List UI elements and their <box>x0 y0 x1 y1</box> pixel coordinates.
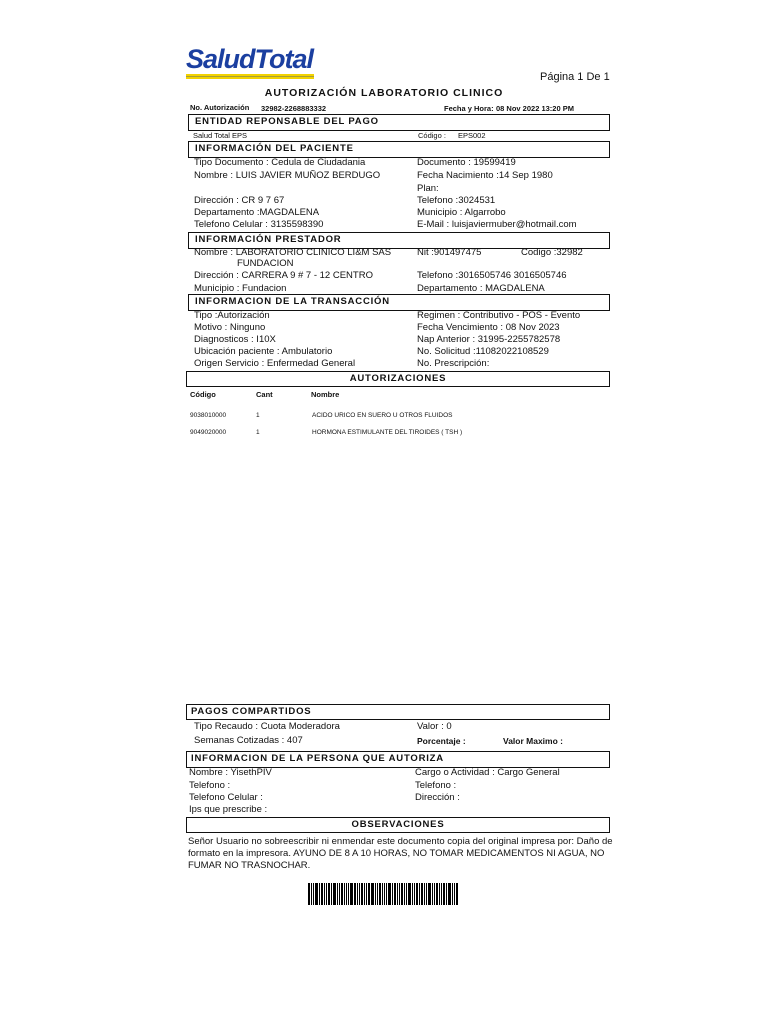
autoriza-ips: Ips que prescribe : <box>189 804 268 815</box>
barcode-bar <box>319 883 320 905</box>
autoriza-direccion: Dirección : <box>415 792 460 803</box>
transaccion-nap-anterior: Nap Anterior : 31995-2255782578 <box>417 334 561 345</box>
col-cant-header: Cant <box>256 390 273 399</box>
barcode-bar <box>341 883 343 905</box>
row-cant: 1 <box>256 429 260 436</box>
barcode-bar <box>399 883 400 905</box>
paciente-departamento: Departamento :MAGDALENA <box>194 207 320 218</box>
barcode-bar <box>441 883 442 905</box>
barcode-bar <box>337 883 338 905</box>
barcode-bar <box>366 883 367 905</box>
barcode-bar <box>384 883 385 905</box>
barcode-bar <box>388 883 391 905</box>
barcode-bar <box>371 883 374 905</box>
row-nombre: ACIDO URICO EN SUERO U OTROS FLUIDOS <box>312 412 453 419</box>
prestador-departamento: Departamento : MAGDALENA <box>417 283 545 294</box>
auth-number-label: No. Autorización <box>190 103 250 112</box>
barcode-bar <box>375 883 376 905</box>
barcode-bar <box>377 883 378 905</box>
barcode-bar <box>416 883 418 905</box>
barcode-bar <box>321 883 323 905</box>
transaccion-heading: INFORMACION DE LA TRANSACCIÓN <box>195 296 390 307</box>
barcode-bar <box>346 883 347 905</box>
barcode-bar <box>439 883 440 905</box>
transaccion-diagnosticos: Diagnosticos : I10X <box>194 334 276 345</box>
barcode-bar <box>339 883 340 905</box>
date-label: Fecha y Hora: <box>444 104 494 113</box>
autoriza-telefono-celular: Telefono Celular : <box>189 792 263 803</box>
transaccion-origen: Origen Servicio : Enfermedad General <box>194 358 356 369</box>
barcode-bar <box>432 883 433 905</box>
entidad-code-value: EPS002 <box>458 131 486 140</box>
page-indicator: Página 1 De 1 <box>540 71 610 83</box>
transaccion-fecha-vencimiento: Fecha Vencimiento : 08 Nov 2023 <box>417 322 560 333</box>
barcode-bar <box>421 883 423 905</box>
barcode-bar <box>428 883 431 905</box>
barcode-bar <box>364 883 365 905</box>
transaccion-no-prescripcion: No. Prescripción: <box>417 358 490 369</box>
autoriza-telefono2: Telefono : <box>415 780 457 791</box>
col-nombre-header: Nombre <box>311 390 340 399</box>
row-cant: 1 <box>256 412 260 419</box>
barcode-bar <box>361 883 363 905</box>
barcode-bar <box>394 883 396 905</box>
barcode-bar <box>328 883 330 905</box>
barcode-bar <box>406 883 407 905</box>
barcode-bar <box>397 883 398 905</box>
barcode-bar <box>344 883 345 905</box>
prestador-municipio: Municipio : Fundacion <box>194 283 287 294</box>
paciente-telefono: Telefono :3024531 <box>417 195 496 206</box>
barcode-bar <box>404 883 405 905</box>
entidad-code-label: Código : <box>418 131 446 140</box>
barcode-bar <box>426 883 427 905</box>
barcode-bar <box>424 883 425 905</box>
barcode-bar <box>382 883 383 905</box>
autoriza-heading: INFORMACION DE LA PERSONA QUE AUTORIZA <box>191 753 444 764</box>
prestador-telefono: Telefono :3016505746 3016505746 <box>417 270 567 281</box>
barcode-bar <box>354 883 356 905</box>
salud-total-logo: SaludTotal <box>186 44 314 74</box>
barcode-bar <box>315 883 318 905</box>
pagos-valor-maximo: Valor Maximo : <box>503 736 563 746</box>
barcode-bar <box>386 883 387 905</box>
row-codigo: 9038010000 <box>190 412 227 419</box>
barcode-bar <box>436 883 438 905</box>
barcode-bar <box>456 883 458 905</box>
date-value: 08 Nov 2022 13:20 PM <box>496 104 574 113</box>
barcode-bar <box>333 883 336 905</box>
entidad-name: Salud Total EPS <box>193 131 248 140</box>
autoriza-telefono: Telefono : <box>189 780 231 791</box>
prestador-heading: INFORMACIÓN PRESTADOR <box>195 234 342 245</box>
autorizaciones-heading: AUTORIZACIONES <box>349 373 447 384</box>
document-title: AUTORIZACIÓN LABORATORIO CLINICO <box>264 87 504 99</box>
row-codigo: 9049020000 <box>190 429 227 436</box>
logo-underline-shadow <box>186 76 314 77</box>
barcode-bar <box>446 883 447 905</box>
barcode-bar <box>359 883 360 905</box>
paciente-fecha-nacimiento: Fecha Nacimiento :14 Sep 1980 <box>417 170 553 181</box>
barcode-bar <box>408 883 411 905</box>
entidad-heading: ENTIDAD REPONSABLE DEL PAGO <box>195 116 379 127</box>
observaciones-line-1: Señor Usuario no sobreescribir ni enmendar este documento copia del original impresa por: Daño de <box>188 836 613 847</box>
paciente-municipio: Municipio : Algarrobo <box>417 207 506 218</box>
barcode-bar <box>419 883 420 905</box>
pagos-valor: Valor : 0 <box>417 721 452 732</box>
barcode-bar <box>308 883 310 905</box>
transaccion-regimen: Regimen : Contributivo - POS - Evento <box>417 310 581 321</box>
transaccion-ubicacion: Ubicación paciente : Ambulatorio <box>194 346 333 357</box>
barcode-bar <box>350 883 353 905</box>
barcode-bar <box>348 883 349 905</box>
barcode-bar <box>357 883 358 905</box>
col-codigo-header: Código <box>190 390 216 399</box>
row-nombre: HORMONA ESTIMULANTE DEL TIROIDES ( TSH ) <box>312 429 463 436</box>
transaccion-no-solicitud: No. Solicitud :11082022108529 <box>417 346 549 357</box>
paciente-plan: Plan: <box>417 183 439 194</box>
paciente-direccion: Dirección : CR 9 7 67 <box>194 195 285 206</box>
barcode-bar <box>326 883 327 905</box>
barcode-bar <box>379 883 381 905</box>
pagos-heading: PAGOS COMPARTIDOS <box>191 706 312 717</box>
barcode-bar <box>434 883 435 905</box>
barcode-bar <box>448 883 451 905</box>
paciente-email: E-Mail : luisjaviermuber@hotmail.com <box>417 219 577 230</box>
paciente-heading: INFORMACIÓN DEL PACIENTE <box>195 143 354 154</box>
prestador-nombre-continuation: FUNDACION <box>237 258 294 269</box>
barcode-bar <box>313 883 314 905</box>
pagos-semanas: Semanas Cotizadas : 407 <box>194 735 303 746</box>
prestador-codigo: Codigo :32982 <box>521 247 583 258</box>
barcode-bar <box>452 883 453 905</box>
barcode-bar <box>454 883 455 905</box>
paciente-telefono-celular: Telefono Celular : 3135598390 <box>194 219 324 230</box>
barcode-bar <box>392 883 393 905</box>
barcode-bar <box>331 883 332 905</box>
auth-number-value: 32982-2268883332 <box>261 104 327 113</box>
observaciones-line-3: FUMAR NO TRASNOCHAR. <box>188 860 311 871</box>
paciente-nombre: Nombre : LUIS JAVIER MUÑOZ BERDUGO <box>194 170 381 181</box>
pagos-porcentaje: Porcentaje : <box>417 736 466 746</box>
transaccion-tipo: Tipo :Autorización <box>194 310 270 321</box>
prestador-direccion: Dirección : CARRERA 9 # 7 - 12 CENTRO <box>194 270 373 281</box>
transaccion-motivo: Motivo : Ninguno <box>194 322 266 333</box>
prestador-nit: Nit :901497475 <box>417 247 482 258</box>
barcode-bar <box>368 883 370 905</box>
barcode-bar <box>443 883 445 905</box>
pagos-tipo-recaudo: Tipo Recaudo : Cuota Moderadora <box>194 721 340 732</box>
paciente-tipo-documento: Tipo Documento : Cedula de Ciudadania <box>194 157 366 168</box>
barcode-bar <box>311 883 312 905</box>
paciente-documento: Documento : 19599419 <box>417 157 516 168</box>
barcode-bar <box>412 883 413 905</box>
observaciones-heading: OBSERVACIONES <box>351 819 445 830</box>
observaciones-line-2: formato en la impresora. AYUNO DE 8 A 10 HORAS, NO TOMAR MEDICAMENTOS NI AGUA, NO <box>188 848 605 859</box>
barcode-image <box>308 883 492 905</box>
prestador-nombre: Nombre : LABORATORIO CLINICO LI&M SAS <box>194 247 392 258</box>
autoriza-cargo: Cargo o Actividad : Cargo General <box>415 767 560 778</box>
barcode-bar <box>324 883 325 905</box>
autoriza-nombre: Nombre : YisethPIV <box>189 767 272 778</box>
barcode-bar <box>414 883 415 905</box>
barcode-bar <box>401 883 403 905</box>
